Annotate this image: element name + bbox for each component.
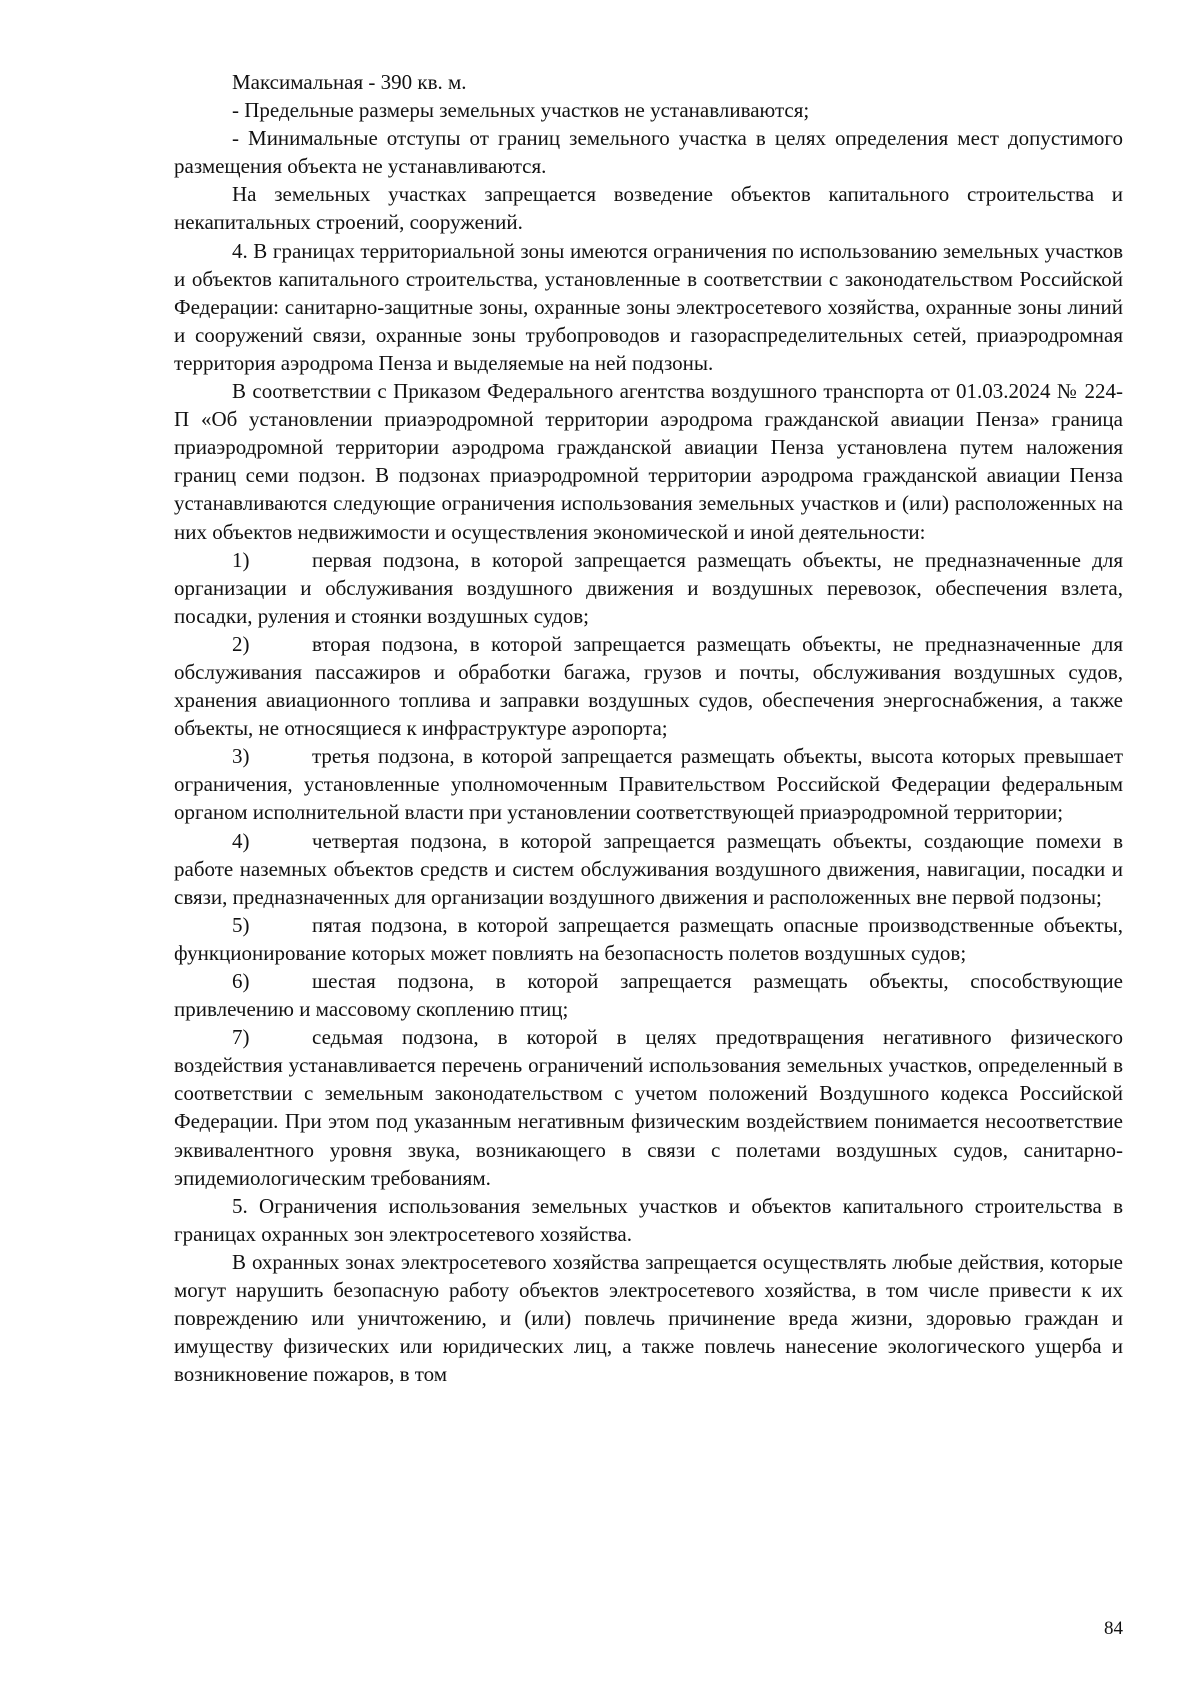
paragraph-plot-size-limits: - Предельные размеры земельных участков не устанавливаются; xyxy=(232,98,810,123)
list-item xyxy=(174,827,1123,911)
list-item-text: пятая подзона, в которой запрещается размещать опасные производственные объекты, функционирование которых может повлиять на безопасность полетов воздушных судов; xyxy=(174,912,1123,965)
list-item-number: 4) xyxy=(232,828,250,853)
list-item xyxy=(174,546,1123,630)
paragraph-max-area: Максимальная - 390 кв. м. xyxy=(232,70,467,94)
list-item-text: шестая подзона, в которой запрещается размещать объекты, способствующие привлечению и массовому скоплению птиц; xyxy=(174,969,1123,1022)
paragraph-aerodrome-order: В соответствии с Приказом Федерального агентства воздушного транспорта от 01.03.2024 № 224-П «Об установлении приаэродромной территории аэродрома гражданской авиации Пенза» граница приаэродромной территории аэродрома гражданской авиации Пенза установлена путем наложения границ семи подзон. В подзонах приаэродромной территории аэродрома гражданской авиации Пенза устанавливаются следующие ограничения использования земельных участков и (или) расположенных на них объектов недвижимости и осуществления экономической и иной деятельности: xyxy=(174,379,1123,544)
list-item-text: первая подзона, в которой запрещается размещать объекты, не предназначенные для организации и обслуживания воздушного движения и воздушных перевозок, обеспечения взлета, посадки, руления и стоянки воздушных судов; xyxy=(174,547,1123,628)
paragraph-zone-restrictions: 4. В границах территориальной зоны имеются ограничения по использованию земельных участков и объектов капитального строительства, установленные в соответствии с законодательством Российской Федерации: санитарно-защитные зоны, охранные зоны электросетевого хозяйства, охранные зоны линий и сооружений связи, охранные зоны трубопроводов и газораспределительных сетей, приаэродромная территория аэродрома Пенза и выделяемые на ней подзоны. xyxy=(174,238,1123,375)
page-number: 84 xyxy=(1104,1618,1123,1639)
list-item xyxy=(174,1023,1123,1192)
paragraph-power-grid-restrictions: В охранных зонах электросетевого хозяйства запрещается осуществлять любые действия, которые могут нарушить безопасную работу объектов электросетевого хозяйства, в том числе привести к их повреждению или уничтожению, и (или) повлечь причинение вреда жизни, здоровью граждан и имуществу физических или юридических лиц, а также повлечь нанесение экологического ущерба и возникновение пожаров, в том xyxy=(174,1249,1123,1387)
paragraph-setbacks: - Минимальные отступы от границ земельного участка в целях определения мест допустимого размещения объекта не устанавливаются. xyxy=(174,126,1123,179)
list-item-number: 1) xyxy=(232,547,250,572)
list-item-text: четвертая подзона, в которой запрещается размещать объекты, создающие помехи в работе наземных объектов средств и систем обслуживания воздушного движения, навигации, посадки и связи, предназначенных для организации воздушного движения и расположенных вне первой подзоны; xyxy=(174,828,1123,909)
list-item-number: 3) xyxy=(232,744,250,769)
list-item xyxy=(174,967,1123,1023)
paragraph-power-grid-heading: 5. Ограничения использования земельных участков и объектов капитального строительства в границах охранных зон электросетевого хозяйства. xyxy=(174,1193,1123,1246)
list-item-number: 6) xyxy=(232,969,250,993)
list-item-text: седьмая подзона, в которой в целях предотвращения негативного физического воздействия устанавливается перечень ограничений использования земельных участков, определенный в соответствии с земельным законодательством с учетом положений Воздушного кодекса Российской Федерации. При этом под указанным негативным физическим воздействием понимается несоответствие эквивалентного уровня звука, возникающего в связи с полетами воздушных судов, санитарно-эпидемиологическим требованиям. xyxy=(174,1025,1123,1190)
paragraph-construction-ban: На земельных участках запрещается возведение объектов капитального строительства и некапитальных строений, сооружений. xyxy=(174,182,1123,235)
list-item-number: 5) xyxy=(232,912,250,937)
list-item xyxy=(174,630,1123,742)
list-item xyxy=(174,911,1123,967)
list-item-number: 2) xyxy=(232,631,250,656)
list-item-text: третья подзона, в которой запрещается размещать объекты, высота которых превышает ограничения, установленные уполномоченным Правительством Российской Федерации федеральным органом исполнительной власти при установлении соответствующей приаэродромной территории; xyxy=(174,744,1123,825)
list-item-number: 7) xyxy=(232,1025,250,1050)
document-page xyxy=(174,68,1123,1388)
list-item xyxy=(174,742,1123,826)
list-item-text: вторая подзона, в которой запрещается размещать объекты, не предназначенные для обслуживания пассажиров и обработки багажа, грузов и почты, обслуживания воздушных судов, хранения авиационного топлива и заправки воздушных судов, обеспечения энергоснабжения, а также объекты, не относящиеся к инфраструктуре аэропорта; xyxy=(174,631,1123,741)
